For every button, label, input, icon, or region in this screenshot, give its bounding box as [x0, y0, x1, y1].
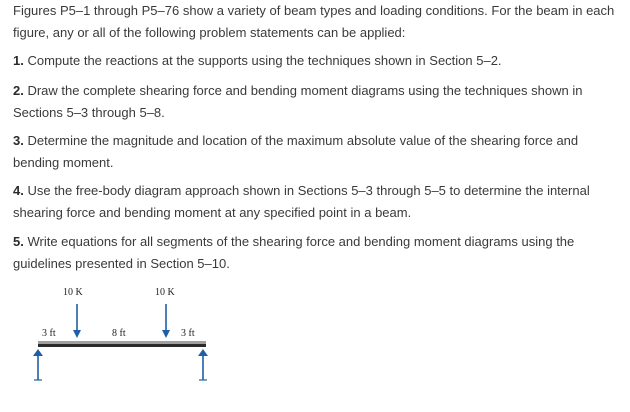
- statement-text: Use the free-body diagram approach shown in Sections 5–3 through 5–5 to determine the internal shearing force and bending moment at any specified point in a beam.: [13, 183, 590, 220]
- statement-number: 2.: [13, 83, 24, 98]
- problem-statement-5: [13, 231, 618, 275]
- reaction-arrow-left: [33, 349, 43, 380]
- reaction-arrow-right: [198, 349, 208, 380]
- arrowhead-icon: [162, 330, 170, 338]
- beam: [38, 341, 206, 347]
- beam-diagram: [30, 284, 220, 396]
- intro-paragraph: Figures P5–1 through P5–76 show a variety of beam types and loading conditions. For the beam in each figure, any or all of the following problem statements can be applied:: [13, 3, 615, 40]
- problem-statement-2: [13, 80, 618, 124]
- arrowhead-icon: [73, 330, 81, 338]
- statement-text: Draw the complete shearing force and bending moment diagrams using the techniques shown in Sections 5–3 through 5–8.: [13, 83, 583, 120]
- problem-statement-4: [13, 180, 618, 224]
- span-label-left: 3 ft: [42, 328, 56, 339]
- arrowhead-icon: [33, 349, 43, 356]
- load-label-right: 10 K: [155, 287, 175, 298]
- load-label-left: 10 K: [63, 287, 83, 298]
- statement-number: 5.: [13, 234, 24, 249]
- statement-text: Write equations for all segments of the shearing force and bending moment diagrams using the guidelines presented in Section 5–10.: [13, 234, 575, 271]
- statement-number: 3.: [13, 133, 24, 148]
- statement-number: 4.: [13, 183, 24, 198]
- arrowhead-icon: [198, 349, 208, 356]
- span-label-middle: 8 ft: [112, 328, 126, 339]
- statement-text: Determine the magnitude and location of the maximum absolute value of the shearing force and bending moment.: [13, 133, 579, 170]
- problem-statement-1: [13, 50, 618, 72]
- span-label-right: 3 ft: [181, 328, 195, 339]
- statement-number: 1.: [13, 53, 24, 68]
- load-arrow-left: [73, 304, 81, 338]
- problem-statement-3: [13, 130, 618, 174]
- beam-figure: [30, 284, 220, 396]
- statement-text: Compute the reactions at the supports using the techniques shown in Section 5–2.: [27, 53, 502, 68]
- load-arrow-right: [162, 304, 170, 338]
